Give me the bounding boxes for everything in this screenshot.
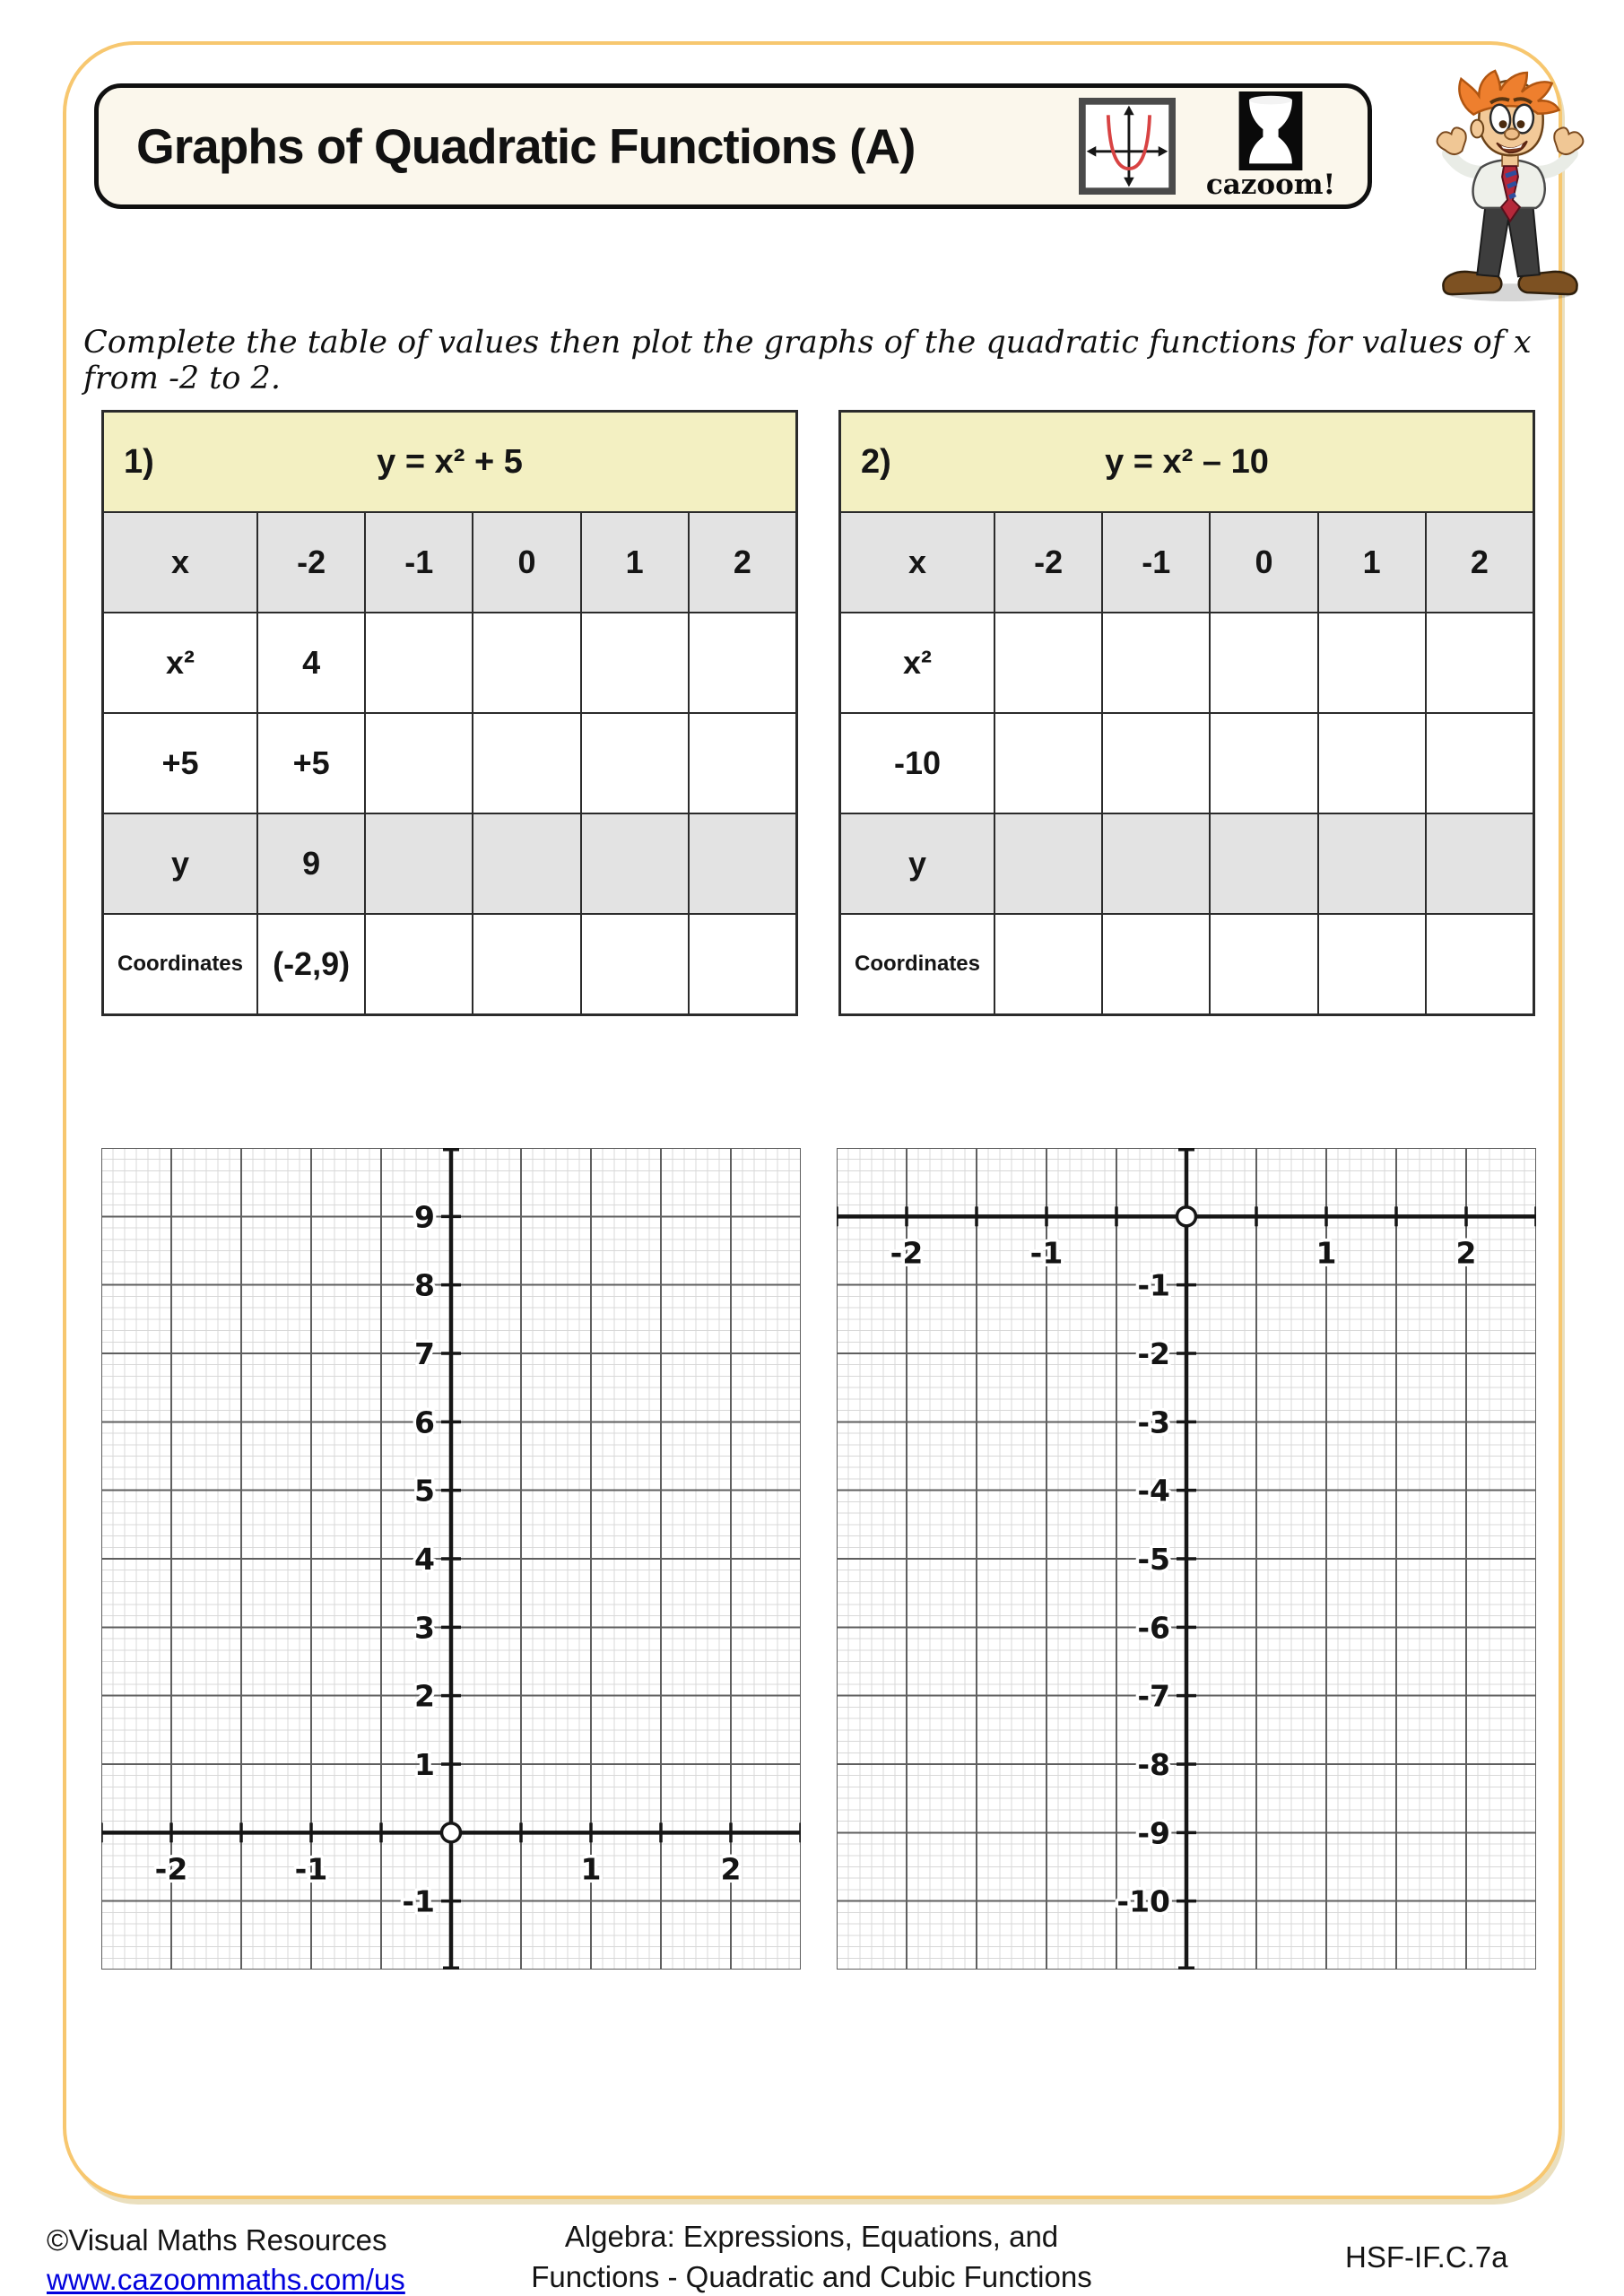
cazoom-drum-icon (1238, 91, 1303, 170)
column-header-cell: x (841, 513, 994, 612)
value-cell (690, 714, 795, 813)
table-title-row (841, 413, 1533, 511)
value-cell (582, 814, 688, 913)
footer-category-line2: Functions - Quadratic and Cubic Functions (531, 2259, 1092, 2293)
footer-copyright: ©Visual Maths Resources (47, 2223, 387, 2257)
x-axis-tick-label: -2 (890, 1235, 924, 1271)
value-cell (1103, 714, 1209, 813)
y-axis-tick-label: -5 (1137, 1542, 1170, 1577)
column-header-cell: -1 (366, 513, 472, 612)
y-axis-tick-label: -7 (1137, 1678, 1170, 1714)
value-cell (1211, 915, 1316, 1013)
footer-standard-code: HSF-IF.C.7a (1345, 2240, 1508, 2274)
footer-credit (47, 2221, 405, 2296)
value-cell (366, 915, 472, 1013)
value-cell (582, 613, 688, 712)
value-cell (1103, 915, 1209, 1013)
value-cell: +5 (258, 714, 364, 813)
y-axis-tick-label: -4 (1137, 1473, 1170, 1509)
column-header-cell: 0 (473, 513, 579, 612)
column-header-cell: 0 (1211, 513, 1316, 612)
graph-2 (837, 1148, 1536, 1970)
table-equation: y = x² + 5 (377, 442, 523, 481)
y-axis-tick-label: -3 (1137, 1405, 1170, 1440)
value-cell (473, 613, 579, 712)
value-cell (690, 613, 795, 712)
table-title-row (104, 413, 795, 511)
page-title: Graphs of Quadratic Functions (A) (136, 118, 916, 174)
column-header-cell: -2 (995, 513, 1101, 612)
value-cell (366, 613, 472, 712)
value-cell (1319, 814, 1425, 913)
value-cell (1427, 814, 1533, 913)
y-axis-tick-label: 5 (414, 1473, 435, 1509)
value-cell (1103, 613, 1209, 712)
value-cell (1211, 714, 1316, 813)
column-header-cell: -1 (1103, 513, 1209, 612)
row-label: x² (841, 613, 994, 712)
value-cell (1427, 613, 1533, 712)
value-cell (1103, 814, 1209, 913)
y-axis-tick-label: 6 (414, 1405, 435, 1440)
parabola-chart-icon (1079, 98, 1176, 195)
footer-link[interactable]: www.cazoommaths.com/us (47, 2262, 405, 2296)
x-axis-tick-label: -2 (154, 1851, 188, 1887)
table-equation: y = x² – 10 (1105, 442, 1269, 481)
x-axis-tick-label: -1 (1029, 1235, 1064, 1271)
value-cell (1319, 613, 1425, 712)
grid-svg (101, 1148, 801, 1970)
value-cell (1211, 613, 1316, 712)
header-bar (94, 83, 1372, 209)
row-label: Coordinates (104, 915, 256, 1013)
instruction-text: Complete the table of values then plot the graphs of the quadratic functions for values of x from -2 to 2. (83, 325, 1532, 396)
value-cell (1211, 814, 1316, 913)
column-header-cell: x (104, 513, 256, 612)
column-header-cell: 2 (690, 513, 795, 612)
value-cell (366, 714, 472, 813)
x-axis-tick-label: -1 (294, 1851, 328, 1887)
value-cell (995, 915, 1101, 1013)
column-header-cell: 1 (582, 513, 688, 612)
y-axis-tick-label: 8 (414, 1267, 435, 1303)
cazoom-logo (1199, 91, 1342, 201)
y-axis-tick-label: -1 (402, 1883, 435, 1919)
value-cell: (-2,9) (258, 915, 364, 1013)
row-label: -10 (841, 714, 994, 813)
value-cell (1427, 915, 1533, 1013)
column-header-cell: -2 (258, 513, 364, 612)
footer-category (408, 2217, 1215, 2296)
value-cell (1319, 915, 1425, 1013)
mascot-illustration (1415, 68, 1605, 309)
value-cell (995, 613, 1101, 712)
value-cell (366, 814, 472, 913)
y-axis-tick-label: -6 (1137, 1610, 1170, 1646)
value-cell (473, 814, 579, 913)
value-cell (690, 814, 795, 913)
x-axis-tick-label: 1 (580, 1851, 602, 1887)
y-axis-tick-label: 3 (414, 1610, 435, 1646)
value-cell (473, 915, 579, 1013)
column-header-cell: 1 (1319, 513, 1425, 612)
value-cell (582, 915, 688, 1013)
y-axis-tick-label: 4 (414, 1542, 435, 1577)
value-cell (995, 714, 1101, 813)
grid-svg (837, 1148, 1536, 1970)
graph-1 (101, 1148, 801, 1970)
row-label: Coordinates (841, 915, 994, 1013)
y-axis-tick-label: 1 (414, 1747, 435, 1782)
value-cell: 4 (258, 613, 364, 712)
y-axis-tick-label: 9 (414, 1199, 435, 1235)
y-axis-tick-label: -1 (1137, 1267, 1170, 1303)
y-axis-tick-label: -8 (1137, 1747, 1170, 1782)
row-label: x² (104, 613, 256, 712)
value-cell (1319, 714, 1425, 813)
table-number: 1) (124, 442, 154, 481)
row-label: y (841, 814, 994, 913)
value-cell (473, 714, 579, 813)
table-1 (101, 410, 798, 1016)
x-axis-tick-label: 2 (1455, 1235, 1477, 1271)
x-axis-tick-label: 2 (720, 1851, 742, 1887)
table-2 (838, 410, 1535, 1016)
y-axis-tick-label: -9 (1137, 1815, 1170, 1851)
row-label: y (104, 814, 256, 913)
y-axis-tick-label: 7 (414, 1336, 435, 1371)
footer-category-line1: Algebra: Expressions, Equations, and (564, 2220, 1059, 2253)
y-axis-tick-label: 2 (414, 1678, 435, 1714)
value-cell: 9 (258, 814, 364, 913)
value-cell (1427, 714, 1533, 813)
value-cell (995, 814, 1101, 913)
row-label: +5 (104, 714, 256, 813)
value-cell (690, 915, 795, 1013)
y-axis-tick-label: -2 (1137, 1336, 1170, 1371)
column-header-cell: 2 (1427, 513, 1533, 612)
value-cell (582, 714, 688, 813)
table-number: 2) (861, 442, 891, 481)
y-axis-tick-label: -10 (1116, 1883, 1170, 1919)
x-axis-tick-label: 1 (1316, 1235, 1337, 1271)
cazoom-logo-text: cazoom! (1205, 169, 1336, 201)
